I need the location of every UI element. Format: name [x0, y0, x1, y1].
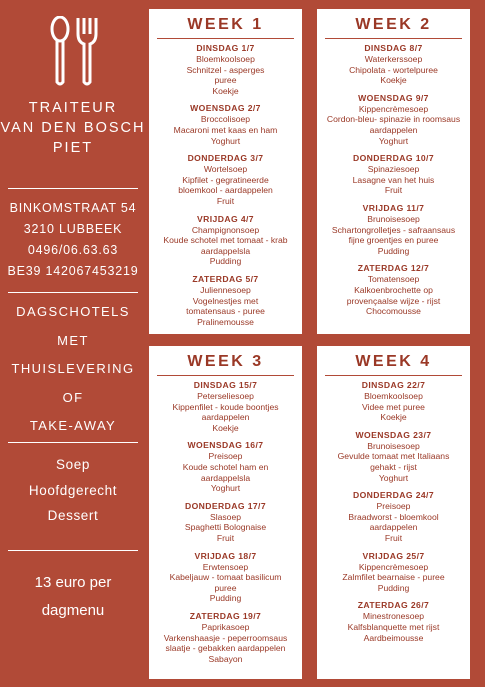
day-name: DONDERDAG 10/7 — [352, 153, 435, 164]
week-divider — [325, 375, 462, 376]
dish-line: Kippenfilet - koude boontjes — [172, 401, 279, 412]
week-divider — [325, 38, 462, 39]
dish-line: Yoghurt — [210, 135, 241, 146]
day-name: DINSDAG 15/7 — [193, 380, 258, 390]
service-main: Hoofdgerecht — [28, 482, 118, 498]
dish-line: Pralinemousse — [197, 316, 254, 327]
divider — [8, 188, 138, 189]
dish-line: Kabeljauw - tomaat basilicum — [169, 572, 282, 583]
day-menu — [149, 440, 302, 493]
tagline-line: MET — [57, 332, 89, 348]
week-2-card — [317, 9, 470, 334]
dish-line: Kippencrèmesoep — [358, 561, 429, 572]
dish-line: Erwtensoep — [202, 561, 249, 572]
dish-line: Slasoep — [209, 511, 242, 522]
price-line: dagmenu — [41, 602, 105, 619]
day-name: DINSDAG 8/7 — [364, 43, 423, 53]
day-menu — [149, 103, 302, 146]
dish-line: Peterseliesoep — [197, 391, 254, 401]
dish-line: Gevulde tomaat met Italiaans — [337, 451, 450, 462]
dish-line: Preisoep — [376, 501, 411, 512]
day-menu — [317, 43, 470, 86]
dish-line: Schartongrolletjes - safraansaus — [331, 224, 456, 235]
dish-line: fijne groentjes en puree — [348, 235, 439, 246]
day-name: DONDERDAG 24/7 — [352, 490, 435, 501]
price — [0, 569, 146, 625]
address-city: 3210 LUBBEEK — [23, 222, 123, 236]
bank-account: BE39 142067453219 — [7, 264, 139, 278]
dish-line: Braadworst - bloemkool — [348, 511, 439, 522]
day-menu — [149, 43, 302, 96]
dish-line: Koekje — [380, 412, 407, 423]
address-street: BINKOMSTRAAT 54 — [9, 201, 137, 215]
dish-line: Champignonsoep — [191, 224, 260, 235]
tagline-line: DAGSCHOTELS — [16, 304, 130, 319]
day-menu — [317, 490, 470, 543]
dish-line: Kipfilet - gegratineerde — [182, 174, 269, 185]
business-name — [0, 98, 146, 158]
dish-line: Bloemkoolsoep — [364, 391, 423, 401]
dish-line: aardappelsla — [200, 472, 251, 483]
dish-line: Macaroni met kaas en ham — [173, 124, 278, 135]
dish-line: Cordon-bleu- spinazie in roomsaus — [326, 114, 461, 125]
price-line: 13 euro per — [34, 574, 112, 591]
dish-line: Pudding — [209, 593, 242, 604]
dish-line: Koekje — [212, 422, 239, 433]
dish-line: Yoghurt — [210, 483, 241, 494]
dish-line: tomatensaus - puree — [186, 306, 265, 317]
day-name: VRIJDAG 4/7 — [197, 213, 254, 224]
day-name: WOENSDAG 23/7 — [355, 429, 432, 440]
week-title: WEEK 2 — [355, 16, 432, 33]
dish-line: Varkenshaasje - peperroomsaus — [163, 632, 288, 643]
day-name: VRIJDAG 18/7 — [194, 550, 257, 561]
day-menu — [317, 430, 470, 483]
week-divider — [157, 375, 294, 376]
day-menu — [149, 611, 302, 664]
dish-line: puree — [214, 75, 237, 86]
divider — [8, 292, 138, 293]
day-name: VRIJDAG 11/7 — [362, 202, 425, 213]
week-title: WEEK 4 — [355, 353, 432, 370]
week-4-card — [317, 346, 470, 679]
day-name: WOENSDAG 9/7 — [358, 92, 429, 103]
dish-line: Zalmfilet bearnaise - puree — [342, 572, 445, 583]
day-name: ZATERDAG 19/7 — [189, 610, 262, 621]
day-name: WOENSDAG 16/7 — [187, 440, 264, 451]
dish-line: Paprikasoep — [201, 621, 250, 632]
dish-line: Sabayon — [208, 653, 243, 664]
dish-line: Pudding — [377, 582, 410, 593]
dish-line: Brunoisesoep — [367, 440, 420, 451]
dish-line: Waterkerssoep — [364, 54, 423, 64]
dish-line: Fruit — [384, 532, 403, 543]
dish-line: Aardbeimousse — [363, 632, 424, 643]
day-menu — [317, 600, 470, 643]
dish-line: Chocomousse — [366, 306, 421, 317]
brand-line: TRAITEUR — [28, 100, 118, 116]
dish-line: Koekje — [212, 85, 239, 96]
dish-line: aardappelen — [201, 412, 250, 423]
tagline-line: OF — [62, 389, 84, 405]
brand-line: PIET — [52, 140, 94, 156]
dish-line: Fruit — [216, 195, 235, 206]
day-name: DONDERDAG 17/7 — [184, 500, 267, 511]
day-menu — [317, 203, 470, 256]
dish-line: Fruit — [384, 185, 403, 196]
spoon-fork-icon — [46, 16, 102, 88]
dish-line: provençaalse wijze - rijst — [346, 295, 441, 306]
dish-line: Brunoisesoep — [367, 213, 420, 224]
dish-line: Fruit — [216, 532, 235, 543]
dish-line: Yoghurt — [378, 135, 409, 146]
phone-number: 0496/06.63.63 — [27, 243, 119, 257]
day-name: DINSDAG 1/7 — [196, 43, 255, 53]
dish-line: Juliennesoep — [200, 284, 251, 295]
dish-line: puree — [214, 582, 237, 593]
dish-line: aardappelsla — [200, 245, 251, 256]
dish-line: Spinaziesoep — [367, 164, 420, 175]
dish-line: Schnitzel - asperges — [186, 64, 265, 75]
dish-line: Koekje — [380, 75, 407, 86]
dish-line: Wortelsoep — [203, 164, 248, 175]
day-name: ZATERDAG 12/7 — [357, 263, 430, 274]
day-menu — [149, 551, 302, 604]
week-1-card — [149, 9, 302, 334]
dish-line: Vogelnestjes met — [192, 295, 259, 306]
service-dessert: Dessert — [47, 508, 99, 523]
tagline-line: THUISLEVERING — [11, 361, 135, 376]
dish-line: gehakt - rijst — [370, 461, 417, 472]
dish-line: Kalfsblanquette met rijst — [347, 621, 440, 632]
day-name: WOENSDAG 2/7 — [190, 103, 261, 114]
day-name: ZATERDAG 26/7 — [357, 600, 430, 611]
dish-line: Broccolisoep — [200, 114, 251, 125]
day-name: DONDERDAG 3/7 — [187, 153, 264, 164]
dish-line: Kippencrèmesoep — [358, 103, 429, 114]
dish-line: slaatje - gebakken aardappelen — [165, 643, 286, 654]
day-menu — [317, 263, 470, 316]
week-divider — [157, 38, 294, 39]
dish-line: Pudding — [209, 256, 242, 267]
dish-line: Kalkoenbrochette op — [354, 284, 433, 295]
week-3-card — [149, 346, 302, 679]
dish-line: aardappelen — [369, 522, 418, 533]
day-menu — [149, 501, 302, 544]
left-panel — [0, 0, 146, 687]
dish-line: Lasagne van het huis — [352, 174, 435, 185]
dish-line: bloemkool - aardappelen — [178, 185, 273, 196]
dish-line: Koude schotel met tomaat - krab — [163, 235, 288, 246]
dish-line: aardappelen — [369, 124, 418, 135]
day-menu — [149, 274, 302, 327]
brand-line: VAN DEN BOSCH — [0, 120, 146, 136]
day-menu — [149, 153, 302, 206]
dish-line: Minestronesoep — [362, 611, 425, 622]
divider — [8, 550, 138, 551]
tagline — [0, 298, 146, 441]
dish-line: Spaghetti Bolognaise — [184, 522, 267, 533]
day-name: ZATERDAG 5/7 — [192, 273, 259, 284]
dish-line: Preisoep — [208, 451, 243, 462]
dish-line: Koude schotel ham en — [182, 461, 269, 472]
day-name: VRIJDAG 25/7 — [362, 550, 425, 561]
tagline-line: TAKE-AWAY — [29, 418, 117, 433]
week-title: WEEK 3 — [187, 353, 264, 370]
dish-line: Bloemkoolsoep — [196, 54, 255, 64]
week-title: WEEK 1 — [187, 16, 264, 33]
contact-info — [0, 198, 146, 282]
day-menu — [317, 153, 470, 196]
dish-line: Pudding — [377, 245, 410, 256]
day-menu — [317, 380, 470, 423]
dish-line: Yoghurt — [378, 472, 409, 483]
day-menu — [317, 551, 470, 594]
day-name: DINSDAG 22/7 — [361, 380, 426, 390]
divider — [8, 442, 138, 443]
dish-line: Tomatensoep — [367, 274, 420, 285]
dish-line: Chipolata - wortelpuree — [349, 64, 438, 75]
services — [0, 452, 146, 529]
dish-line: Videe met puree — [362, 401, 425, 412]
day-menu — [149, 214, 302, 267]
day-menu — [317, 93, 470, 146]
service-soup: Soep — [56, 457, 90, 472]
day-menu — [149, 380, 302, 433]
